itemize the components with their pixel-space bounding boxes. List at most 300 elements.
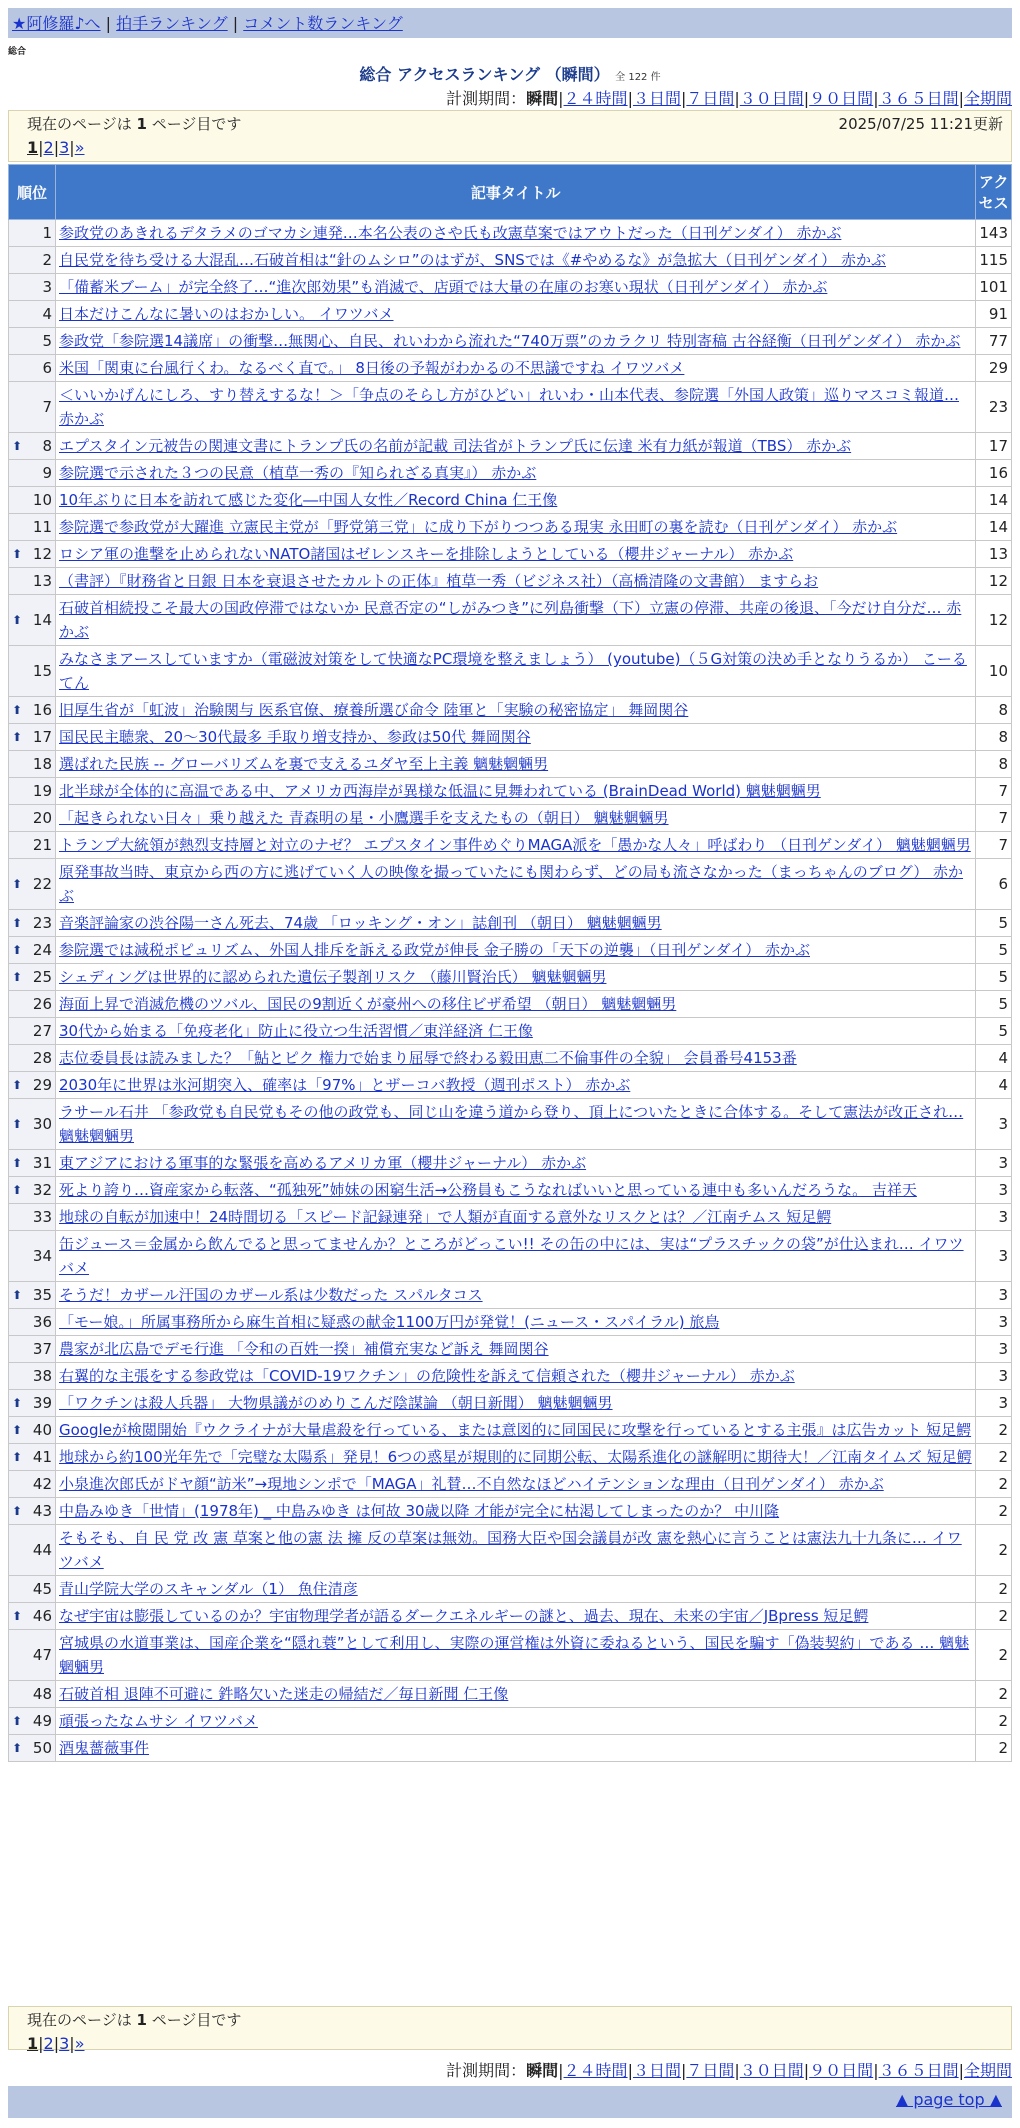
title-cell (56, 1444, 976, 1471)
rank-number: 47 (32, 1646, 52, 1664)
rank-cell (9, 1708, 56, 1735)
access-count: 3 (976, 1177, 1012, 1204)
up-arrow-icon: ⬆ (12, 1156, 23, 1170)
title-cell (56, 1282, 976, 1309)
period-separator: | (627, 2061, 633, 2080)
rank-cell (9, 805, 56, 832)
access-count: 8 (976, 697, 1012, 724)
title-cell (56, 1045, 976, 1072)
article-link[interactable]: エプスタイン元被告の関連文書にトランプ氏の名前が記載 司法省がトランプ氏に伝達 米有力紙が報道（TBS） 赤かぶ (59, 437, 852, 455)
article-link[interactable]: 選ばれた民族 -- グローバリズムを裏で支えるユダヤ至上主義 魑魅魍魎男 (59, 755, 549, 773)
rank-cell (9, 937, 56, 964)
rank-number: 44 (32, 1541, 52, 1559)
table-row (9, 1045, 1012, 1072)
access-count: 29 (976, 355, 1012, 382)
rank-cell (9, 1444, 56, 1471)
period-separator: | (734, 2061, 740, 2080)
article-link[interactable]: 参政党「参院選14議席」の衝撃…無関心、自民、れいわから流れた“740万票”のカラクリ 特別寄稿 古谷経衡（日刊ゲンダイ） 赤かぶ (59, 332, 961, 350)
title-cell (56, 460, 976, 487)
table-row (9, 1525, 1012, 1576)
rank-cell (9, 220, 56, 247)
clap-ranking-link[interactable]: 拍手ランキング (116, 14, 228, 33)
up-arrow-icon: ⬆ (12, 1504, 23, 1518)
rank-number: 43 (32, 1502, 52, 1520)
title-cell (56, 355, 976, 382)
rank-number: 21 (32, 836, 52, 854)
article-link[interactable]: 旧厚生省が「虹波」治験関与 医系官僚、療養所選び命令 陸軍と「実験の秘密協定」 舞岡関谷 (59, 701, 689, 719)
article-link[interactable]: 自民党を待ち受ける大混乱…石破首相は“針のムシロ”のはずが、SNSでは《#やめるな》が急拡大（日刊ゲンダイ） 赤かぶ (59, 251, 886, 269)
nav-separator: | (105, 14, 112, 33)
up-arrow-icon: ⬆ (12, 439, 23, 453)
access-count: 3 (976, 1390, 1012, 1417)
article-link[interactable]: ラサール石井 「参政党も自民党もその他の政党も、同じ山を違う道から登り、頂上についたときに合体する。そして憲法が改正され… 魑魅魍魎男 (59, 1103, 964, 1145)
rank-number: 40 (32, 1421, 52, 1439)
access-count: 2 (976, 1603, 1012, 1630)
up-arrow-icon: ⬆ (12, 1450, 23, 1464)
rank-number: 32 (32, 1181, 52, 1199)
rank-cell (9, 991, 56, 1018)
article-link[interactable]: 参政党のあきれるデタラメのゴマカシ連発…本名公表のさや氏も改憲草案ではアウトだった（日刊ゲンダイ） 赤かぶ (59, 224, 842, 242)
article-link[interactable]: そもそも、自 民 党 改 憲 草案と他の憲 法 擁 反の草案は無効。国務大臣や国会議員が改 憲を熱心に言うことは憲法九十九条に… イワツバメ (59, 1529, 962, 1571)
rank-number: 24 (32, 941, 52, 959)
article-link[interactable]: 「ワクチンは殺人兵器」 大物県議がのめりこんだ陰謀論 （朝日新聞） 魑魅魍魎男 (59, 1394, 613, 1412)
period-option-link[interactable]: ３０日間 (739, 89, 804, 108)
category-label: 総合 (8, 47, 27, 57)
table-row (9, 1099, 1012, 1150)
article-link[interactable]: 東アジアにおける軍事的な緊張を高めるアメリカ軍（櫻井ジャーナル） 赤かぶ (59, 1154, 587, 1172)
page-title (0, 62, 1020, 85)
access-count: 143 (976, 220, 1012, 247)
title-cell (56, 1018, 976, 1045)
rank-number: 28 (32, 1049, 52, 1067)
access-count: 2 (976, 1417, 1012, 1444)
title-cell (56, 1072, 976, 1099)
title-cell (56, 382, 976, 433)
up-arrow-icon: ⬆ (12, 1714, 23, 1728)
title-cell (56, 1735, 976, 1762)
title-cell (56, 487, 976, 514)
period-current: 瞬間 (526, 2061, 559, 2080)
article-link[interactable]: 10年ぶりに日本を訪れて感じた変化―中国人女性／Record China 仁王像 (59, 491, 558, 509)
access-count: 2 (976, 1681, 1012, 1708)
rank-header: 順位 (9, 165, 56, 220)
access-count: 91 (976, 301, 1012, 328)
up-arrow-icon: ⬆ (12, 730, 23, 744)
article-link[interactable]: 青山学院大学のスキャンダル（1） 魚住清彦 (59, 1580, 358, 1598)
table-row (9, 301, 1012, 328)
article-link[interactable]: 缶ジュース＝金属から飲んでると思ってませんか？ところがどっこい!! その缶の中には、実は“プラスチックの袋”が仕込まれ… イワツバメ (59, 1235, 964, 1277)
access-count: 8 (976, 724, 1012, 751)
table-row (9, 1603, 1012, 1630)
comment-ranking-link[interactable]: コメント数ランキング (243, 14, 403, 33)
pager-link[interactable]: » (74, 138, 85, 157)
article-link[interactable]: 「備蓄米ブーム」が完全終了…“進次郎効果”も消滅で、店頭では大量の在庫のお寒い現状（日刊ゲンダイ） 赤かぶ (59, 278, 828, 296)
article-link[interactable]: トランプ大統領が熱烈支持層と対立のナゼ？ エプスタイン事件めぐりMAGA派を「愚かな人々」呼ばわり （日刊ゲンダイ） 魑魅魍魎男 (59, 836, 971, 854)
title-cell (56, 328, 976, 355)
rank-number: 3 (42, 278, 52, 296)
up-arrow-icon: ⬆ (12, 1741, 23, 1755)
table-row (9, 724, 1012, 751)
access-count: 4 (976, 1072, 1012, 1099)
up-arrow-icon: ⬆ (12, 1396, 23, 1410)
article-link[interactable]: 地球から約100光年先で「完璧な太陽系」発見！6つの惑星が規則的に同期公転、太陽系進化の謎解明に期待大！／江南タイムズ 短足鰐 (59, 1448, 972, 1466)
article-link[interactable]: 参院選で示された３つの民意（植草一秀の『知られざる真実』） 赤かぶ (59, 464, 537, 482)
rank-cell (9, 751, 56, 778)
article-link[interactable]: ロシア軍の進撃を止められないNATO諸国はゼレンスキーを排除しようとしている（櫻井ジャーナル） 赤かぶ (59, 545, 794, 563)
table-row (9, 568, 1012, 595)
period-option-link[interactable]: ３０日間 (739, 2061, 804, 2080)
rank-number: 8 (42, 437, 52, 455)
period-option-link[interactable]: ２４時間 (563, 89, 628, 108)
rank-number: 17 (32, 728, 52, 746)
article-link[interactable]: みなさまアースしていますか（電磁波対策をして快適なPC環境を整えましょう） (youtube)（５G対策の決め手となりうるか） こーるてん (59, 650, 967, 692)
rank-number: 37 (32, 1340, 52, 1358)
period-option-link[interactable]: ３日間 (632, 89, 681, 108)
period-label: 計測期間： (446, 89, 527, 108)
article-link[interactable]: 日本だけこんなに暑いのはおかしい。 イワツバメ (59, 305, 394, 323)
rank-cell (9, 568, 56, 595)
pager-current-num: 1 (27, 2034, 39, 2053)
article-link[interactable]: 宮城県の水道事業は、国産企業を“隠れ蓑”として利用し、実際の運営権は外資に委ねるという、国民を騙す「偽装契約」である … 魑魅魍魎男 (59, 1634, 970, 1676)
article-link[interactable]: 国民民主聴衆、20〜30代最多 手取り増支持か、参政は50代 舞岡関谷 (59, 728, 531, 746)
rank-cell (9, 1390, 56, 1417)
title-cell (56, 301, 976, 328)
article-link[interactable]: Googleが検閲開始『ウクライナが大量虐殺を行っている、または意図的に同国民に攻撃を行っているとする主張』は広告カット 短足鰐 (59, 1421, 972, 1439)
rank-cell (9, 433, 56, 460)
access-count: 5 (976, 964, 1012, 991)
rank-number: 11 (32, 518, 52, 536)
pager-separator: | (38, 138, 44, 157)
rank-number: 49 (32, 1712, 52, 1730)
rank-number: 13 (32, 572, 52, 590)
table-row (9, 460, 1012, 487)
article-link[interactable]: 中島みゆき「世情」(1978年) _ 中島みゆき は何故 30歳以降 才能が完全に枯渇してしまったのか？ 中川隆 (59, 1502, 780, 1520)
rank-cell (9, 1363, 56, 1390)
period-separator: | (803, 2061, 810, 2080)
rank-cell (9, 1417, 56, 1444)
access-count: 2 (976, 1471, 1012, 1498)
pager-link[interactable]: 2 (43, 2034, 54, 2053)
article-link[interactable]: 「モー娘。」所属事務所から麻生首相に疑惑の献金1100万円が発覚！(ニュース・スパイラル) 旅鳥 (59, 1313, 720, 1331)
rank-cell (9, 541, 56, 568)
access-count: 2 (976, 1444, 1012, 1471)
period-separator: | (680, 89, 687, 108)
article-link[interactable]: 海面上昇で消滅危機のツバル、国民の9割近くが豪州への移住ビザ希望 （朝日） 魑魅魍魎男 (59, 995, 677, 1013)
table-row (9, 1576, 1012, 1603)
article-link[interactable]: ＜いいかげんにしろ、すり替えするな！＞「争点のそらし方がひどい」れいわ・山本代表、参院選「外国人政策」巡りマスコミ報道… 赤かぶ (59, 386, 960, 428)
title-cell (56, 1336, 976, 1363)
period-separator: | (558, 89, 564, 108)
title-cell (56, 697, 976, 724)
table-row (9, 1072, 1012, 1099)
table-row (9, 991, 1012, 1018)
rank-cell (9, 328, 56, 355)
article-link[interactable]: 死より誇り…資産家から転落、“孤独死”姉妹の困窮生活→公務員もこうなればいいと思っている連中も多いんだろうな。 吉祥天 (59, 1181, 917, 1199)
access-count: 3 (976, 1282, 1012, 1309)
table-row (9, 595, 1012, 646)
table-row (9, 541, 1012, 568)
pager-link[interactable]: 3 (59, 138, 70, 157)
period-option-link[interactable]: ７日間 (686, 2061, 735, 2080)
rank-number: 36 (32, 1313, 52, 1331)
table-row (9, 1444, 1012, 1471)
pager-link[interactable]: 2 (43, 138, 54, 157)
access-count: 7 (976, 778, 1012, 805)
article-link[interactable]: シェディングは世界的に認められた遺伝子製剤リスク （藤川賢治氏） 魑魅魍魎男 (59, 968, 607, 986)
table-row (9, 1282, 1012, 1309)
access-count: 2 (976, 1630, 1012, 1681)
title-cell (56, 274, 976, 301)
page-info-top (8, 110, 1012, 162)
rank-number: 42 (32, 1475, 52, 1493)
pager-separator: | (69, 138, 75, 157)
period-separator: | (958, 89, 964, 108)
rank-cell (9, 1072, 56, 1099)
pager-bottom (27, 2034, 993, 2053)
period-selector-top (446, 86, 1012, 109)
article-link[interactable]: （書評）『財務省と日銀 日本を衰退させたカルトの正体』植草一秀（ビジネス社）（高橋清隆の文書館） ますらお (59, 572, 819, 590)
table-row (9, 1735, 1012, 1762)
rank-cell (9, 646, 56, 697)
table-row (9, 1150, 1012, 1177)
up-arrow-icon: ⬆ (12, 1288, 23, 1302)
title-cell (56, 1471, 976, 1498)
rank-number: 23 (32, 914, 52, 932)
up-arrow-icon: ⬆ (12, 547, 23, 561)
rank-cell (9, 1150, 56, 1177)
access-count: 16 (976, 460, 1012, 487)
period-option-link[interactable]: ９０日間 (809, 89, 874, 108)
rank-cell (9, 964, 56, 991)
article-link[interactable]: 石破首相 退陣不可避に 鈝略欠いた迷走の帰結だ／毎日新聞 仁王像 (59, 1685, 509, 1703)
title-cell (56, 1576, 976, 1603)
period-separator: | (873, 2061, 879, 2080)
period-option-link[interactable]: 全期間 (963, 89, 1012, 108)
table-row (9, 1204, 1012, 1231)
article-link[interactable]: 酒鬼薔薇事件 (59, 1739, 150, 1757)
rank-number: 33 (32, 1208, 52, 1226)
rank-number: 12 (32, 545, 52, 563)
rank-number: 19 (32, 782, 52, 800)
page-top-link[interactable]: ▲ page top ▲ (895, 2090, 1002, 2109)
pager-link[interactable]: 3 (59, 2034, 70, 2053)
rank-number: 27 (32, 1022, 52, 1040)
rank-cell (9, 1498, 56, 1525)
table-row (9, 355, 1012, 382)
article-link[interactable]: そうだ！カザール汗国のカザール系は少数だった スパルタコス (59, 1286, 483, 1304)
pager-separator: | (38, 2034, 44, 2053)
period-option-link[interactable]: ２４時間 (563, 2061, 628, 2080)
table-row (9, 1231, 1012, 1282)
title-cell (56, 751, 976, 778)
page-title-text: 総合 アクセスランキング （瞬間） (359, 65, 610, 84)
up-arrow-icon: ⬆ (12, 916, 23, 930)
pager-top (27, 138, 993, 157)
article-link[interactable]: 小泉進次郎氏がドヤ顔“訪米”→現地シンポで「MAGA」礼賛…不自然なほどハイテンションな理由（日刊ゲンダイ） 赤かぶ (59, 1475, 884, 1493)
title-cell (56, 1603, 976, 1630)
rank-number: 41 (32, 1448, 52, 1466)
article-link[interactable]: 2030年に世界は氷河期突入、確率は「97%」とザーコバ教授（週刊ポスト） 赤かぶ (59, 1076, 631, 1094)
pager-current (27, 2034, 38, 2053)
title-cell (56, 1681, 976, 1708)
article-link[interactable]: 「起きられない日々」乗り越えた 青森明の星・小鷹選手を支えたもの（朝日） 魑魅魍魎男 (59, 809, 669, 827)
rank-number: 1 (42, 224, 52, 242)
article-link[interactable]: 30代から始まる「免疫老化」防止に役立つ生活習慣／東洋経済 仁王像 (59, 1022, 533, 1040)
period-separator: | (558, 2061, 564, 2080)
period-option-link[interactable]: ７日間 (686, 89, 735, 108)
table-row (9, 751, 1012, 778)
rank-number: 39 (32, 1394, 52, 1412)
access-count: 2 (976, 1525, 1012, 1576)
table-row (9, 1630, 1012, 1681)
title-cell (56, 859, 976, 910)
current-page-text: 現在のページは 1 ページ目です (27, 2011, 242, 2029)
access-count: 6 (976, 859, 1012, 910)
rank-cell (9, 487, 56, 514)
title-cell (56, 805, 976, 832)
access-count: 3 (976, 1309, 1012, 1336)
title-cell (56, 778, 976, 805)
rank-cell (9, 301, 56, 328)
home-link[interactable]: ★阿修羅♪へ (12, 14, 101, 33)
rank-number: 48 (32, 1685, 52, 1703)
period-option-link[interactable]: ３６５日間 (878, 2061, 959, 2080)
article-link[interactable]: 米国「関東に台風行くわ。なるべく直で。」 8日後の予報がわかるの不思議ですね イワツバメ (59, 359, 685, 377)
pager-current (27, 138, 38, 157)
rank-cell (9, 595, 56, 646)
article-link[interactable]: 農家が北広島でデモ行進 「令和の百姓一揆」補償充実など訴え 舞岡関谷 (59, 1340, 549, 1358)
title-cell (56, 1390, 976, 1417)
table-row (9, 832, 1012, 859)
period-current: 瞬間 (526, 89, 559, 108)
table-row (9, 1018, 1012, 1045)
rank-cell (9, 1309, 56, 1336)
access-count: 14 (976, 514, 1012, 541)
title-cell (56, 991, 976, 1018)
top-nav-bar (8, 8, 1012, 38)
access-count: 2 (976, 1576, 1012, 1603)
up-arrow-icon: ⬆ (12, 1609, 23, 1623)
rank-number: 18 (32, 755, 52, 773)
rank-cell (9, 355, 56, 382)
rank-cell (9, 1177, 56, 1204)
title-cell (56, 568, 976, 595)
rank-cell (9, 274, 56, 301)
title-cell (56, 247, 976, 274)
table-row (9, 964, 1012, 991)
pager-separator: | (53, 2034, 60, 2053)
article-link[interactable]: なぜ宇宙は膨張しているのか？宇宙物理学者が語るダークエネルギーの謎と、過去、現在、未来の宇宙／JBpress 短足鰐 (59, 1607, 869, 1625)
rank-number: 22 (32, 875, 52, 893)
up-arrow-icon: ⬆ (12, 1078, 23, 1092)
period-separator: | (873, 89, 879, 108)
pager-link[interactable]: » (74, 2034, 85, 2053)
table-row (9, 1681, 1012, 1708)
rank-number: 6 (42, 359, 52, 377)
access-count: 2 (976, 1498, 1012, 1525)
article-link[interactable]: 頑張ったなムサシ イワツバメ (59, 1712, 258, 1730)
rank-cell (9, 1681, 56, 1708)
article-link[interactable]: 音楽評論家の渋谷陽一さん死去、74歳 「ロッキング・オン」誌創刊 （朝日） 魑魅魍魎男 (59, 914, 662, 932)
rank-cell (9, 1099, 56, 1150)
title-cell (56, 646, 976, 697)
rank-cell (9, 832, 56, 859)
pager-separator: | (53, 138, 60, 157)
total-count: 全 122 件 (615, 72, 661, 83)
access-count: 3 (976, 1099, 1012, 1150)
article-link[interactable]: 志位委員長は読みました？「鮎とピク 権力で始まり屈辱で終わる毅田恵二不倫事件の全貌」 会員番号4153番 (59, 1049, 797, 1067)
table-row (9, 514, 1012, 541)
access-count: 12 (976, 568, 1012, 595)
article-link[interactable]: 参院選で参政党が大躍進 立憲民主党が「野党第三党」に成り下がりつつある現実 永田町の裏を読む（日刊ゲンダイ） 赤かぶ (59, 518, 898, 536)
table-row (9, 487, 1012, 514)
article-link[interactable]: 北半球が全体的に高温である中、アメリカ西海岸が異様な低温に見舞われている (BrainDead World) 魑魅魍魎男 (59, 782, 821, 800)
title-cell (56, 1231, 976, 1282)
period-separator: | (627, 89, 633, 108)
title-cell (56, 964, 976, 991)
title-cell (56, 220, 976, 247)
updated-time: 2025/07/25 11:21更新 (838, 115, 1003, 133)
rank-number: 31 (32, 1154, 52, 1172)
article-link[interactable]: 地球の自転が加速中！24時間切る「スピード記録連発」で人類が直面する意外なリスクとは？／江南チムス 短足鰐 (59, 1208, 832, 1226)
rank-number: 38 (32, 1367, 52, 1385)
period-option-link[interactable]: 全期間 (963, 2061, 1012, 2080)
title-cell (56, 514, 976, 541)
table-row (9, 247, 1012, 274)
table-row (9, 1336, 1012, 1363)
rank-cell (9, 247, 56, 274)
access-count: 8 (976, 751, 1012, 778)
period-option-link[interactable]: ３６５日間 (878, 89, 959, 108)
period-separator: | (803, 89, 810, 108)
up-arrow-icon: ⬆ (12, 1183, 23, 1197)
access-count: 3 (976, 1336, 1012, 1363)
title-cell (56, 1498, 976, 1525)
up-arrow-icon: ⬆ (12, 1423, 23, 1437)
rank-number: 26 (32, 995, 52, 1013)
period-option-link[interactable]: ９０日間 (809, 2061, 874, 2080)
title-cell (56, 1150, 976, 1177)
table-row (9, 1177, 1012, 1204)
table-row (9, 220, 1012, 247)
up-arrow-icon: ⬆ (12, 877, 23, 891)
article-link[interactable]: 参院選では減税ポピュリズム、外国人排斥を訴える政党が伸長 金子勝の「天下の逆襲」（日刊ゲンダイ） 赤かぶ (59, 941, 810, 959)
up-arrow-icon: ⬆ (12, 613, 23, 627)
rank-cell (9, 460, 56, 487)
article-link[interactable]: 石破首相続投こそ最大の国政停滞ではないか 民意否定の“しがみつき”に列島衝撃（下）立憲の停滞、共産の後退、「今だけ自分だ… 赤かぶ (59, 599, 962, 641)
rank-cell (9, 1525, 56, 1576)
title-cell (56, 832, 976, 859)
access-count: 5 (976, 910, 1012, 937)
article-link[interactable]: 右翼的な主張をする参政党は「COVID-19ワクチン」の危険性を訴えて信頼された（櫻井ジャーナル） 赤かぶ (59, 1367, 795, 1385)
title-cell (56, 1525, 976, 1576)
rank-number: 15 (32, 662, 52, 680)
rank-number: 29 (32, 1076, 52, 1094)
rank-number: 50 (32, 1739, 52, 1757)
rank-number: 20 (32, 809, 52, 827)
title-cell (56, 1309, 976, 1336)
title-cell (56, 433, 976, 460)
access-count: 7 (976, 805, 1012, 832)
rank-cell (9, 1576, 56, 1603)
period-separator: | (958, 2061, 964, 2080)
article-link[interactable]: 原発事故当時、東京から西の方に逃げていく人の映像を撮っていたにも関わらず、どの局も流さなかった（まっちゃんのブログ） 赤かぶ (59, 863, 964, 905)
access-count: 3 (976, 1204, 1012, 1231)
rank-number: 7 (42, 398, 52, 416)
rank-number: 30 (32, 1115, 52, 1133)
period-option-link[interactable]: ３日間 (632, 2061, 681, 2080)
rank-cell (9, 859, 56, 910)
